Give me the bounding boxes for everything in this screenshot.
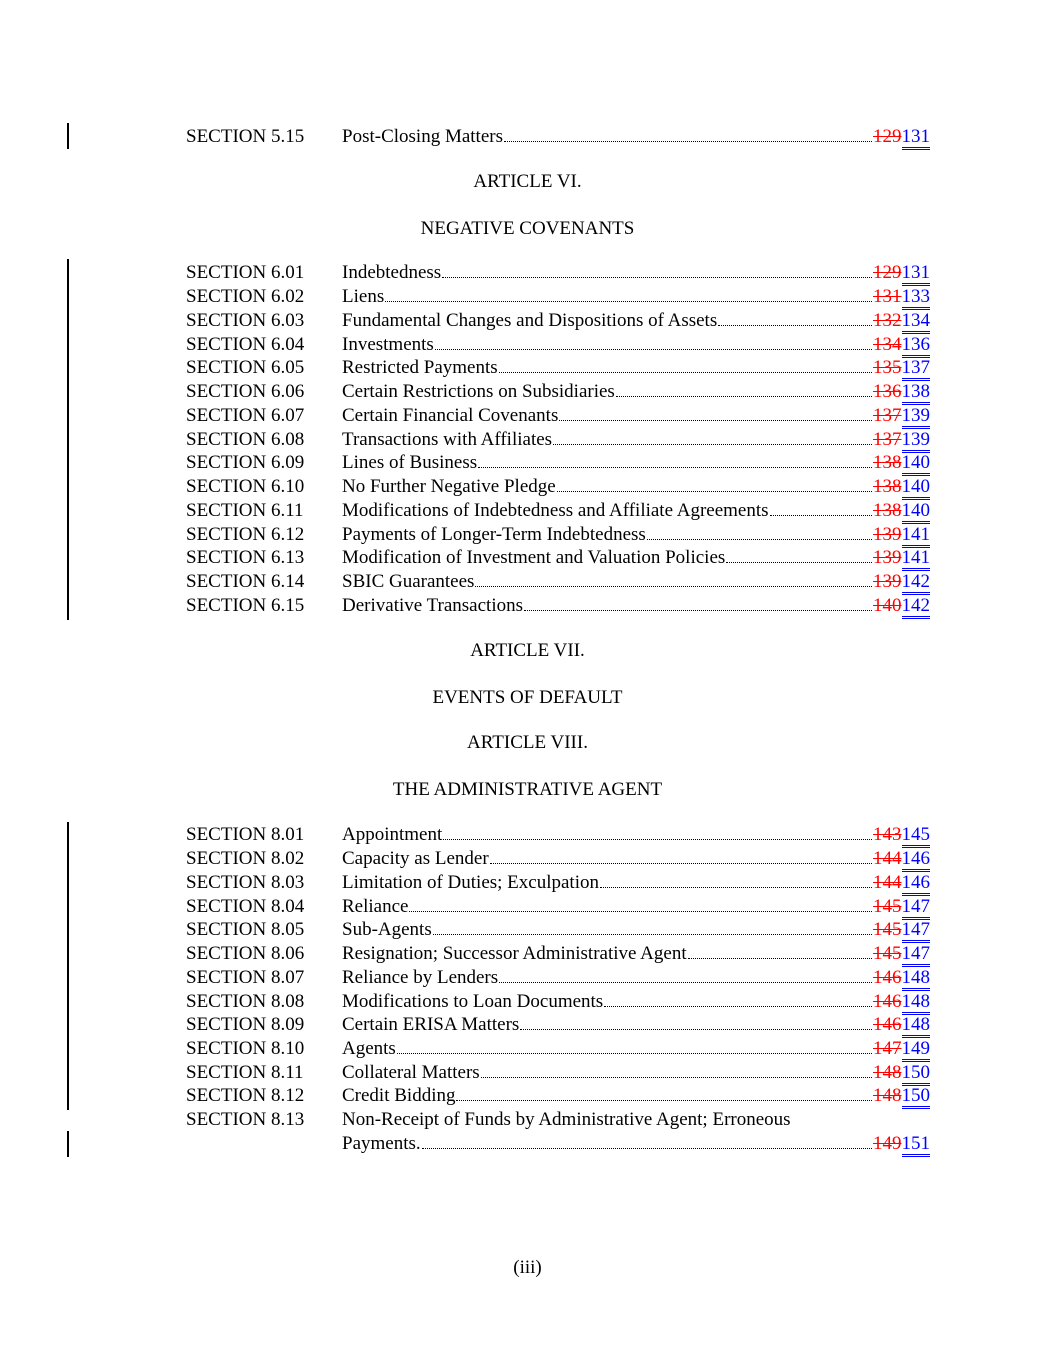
dot-leader: [433, 934, 872, 935]
section-number: SECTION 6.09: [186, 452, 305, 473]
change-bar: [67, 1131, 69, 1157]
page-link[interactable]: 140: [902, 501, 931, 524]
deleted-page-number: 138: [873, 500, 902, 521]
section-number: SECTION 6.01: [186, 262, 305, 283]
page-link[interactable]: 150: [902, 1086, 931, 1109]
deleted-page-number: 137: [873, 405, 902, 426]
section-number: SECTION 6.13: [186, 547, 305, 568]
dot-leader: [422, 1148, 872, 1149]
section-title: Modifications of Indebtedness and Affiliate Agreements: [342, 500, 769, 521]
section-title: No Further Negative Pledge: [342, 476, 556, 497]
deleted-page-number: 138: [873, 452, 902, 473]
dot-leader: [604, 1006, 872, 1007]
section-number: SECTION 8.07: [186, 967, 305, 988]
toc-entry: [186, 847, 930, 871]
section-number: SECTION 6.05: [186, 357, 305, 378]
section-title: Derivative Transactions: [342, 595, 524, 616]
page-link[interactable]: 151: [902, 1134, 931, 1157]
toc-entry: [186, 285, 930, 309]
toc-entry: [186, 356, 930, 380]
toc-entry: [186, 380, 930, 404]
dot-leader: [520, 1029, 872, 1030]
section-number: SECTION 8.02: [186, 848, 305, 869]
deleted-page-number: 144: [873, 848, 902, 869]
page-link[interactable]: 146: [902, 873, 931, 896]
toc-entry-8-13: [186, 1108, 930, 1132]
dot-leader: [443, 839, 872, 840]
page-link[interactable]: 131: [902, 263, 931, 286]
toc-entry: [186, 1037, 930, 1061]
deleted-page-number: 145: [873, 896, 902, 917]
section-title: Reliance: [342, 896, 409, 917]
section-title: Certain ERISA Matters: [342, 1014, 520, 1035]
section-number: SECTION 8.09: [186, 1014, 305, 1035]
deleted-page-number: 138: [873, 476, 902, 497]
section-number: SECTION 8.12: [186, 1085, 305, 1106]
section-title: Capacity as Lender: [342, 848, 489, 869]
section-number: SECTION 6.12: [186, 524, 305, 545]
deleted-page-number: 145: [873, 943, 902, 964]
dot-leader: [726, 562, 872, 563]
section-title: Indebtedness: [342, 262, 442, 283]
section-number: SECTION 6.08: [186, 429, 305, 450]
dot-leader: [478, 467, 872, 468]
section-title: Collateral Matters: [342, 1062, 480, 1083]
page-link[interactable]: 148: [902, 968, 931, 991]
section-number: SECTION 6.07: [186, 405, 305, 426]
section-number: SECTION 6.03: [186, 310, 305, 331]
toc-entry: [186, 1084, 930, 1108]
deleted-page-number: 132: [873, 310, 902, 331]
page-link[interactable]: 131: [902, 127, 931, 150]
page-link[interactable]: 146: [902, 849, 931, 872]
article-title: EVENTS OF DEFAULT: [432, 687, 623, 708]
section-title: Restricted Payments: [342, 357, 498, 378]
section-number: SECTION 6.14: [186, 571, 305, 592]
section-title: Modification of Investment and Valuation Policies: [342, 547, 726, 568]
toc-entry: [186, 895, 930, 919]
toc-entry: [186, 570, 930, 594]
section-number: SECTION 8.04: [186, 896, 305, 917]
toc-entry: [186, 942, 930, 966]
toc-entry: [186, 333, 930, 357]
change-bar: [67, 123, 69, 149]
change-bar: [67, 259, 69, 620]
article-title: NEGATIVE COVENANTS: [420, 218, 635, 239]
deleted-page-number: 139: [873, 524, 902, 545]
page-link[interactable]: 147: [902, 920, 931, 943]
page-link[interactable]: 134: [902, 311, 931, 334]
section-number: SECTION 8.05: [186, 919, 305, 940]
deleted-page-number: 131: [873, 286, 902, 307]
deleted-page-number: 139: [873, 547, 902, 568]
deleted-page-number: 129: [873, 262, 902, 283]
deleted-page-number: 144: [873, 872, 902, 893]
section-title: Post-Closing Matters: [342, 126, 503, 147]
page-link[interactable]: 148: [902, 1015, 931, 1038]
toc-entry: [186, 475, 930, 499]
section-number: SECTION 6.11: [186, 500, 304, 521]
toc-entry: [186, 404, 930, 428]
section-title: Limitation of Duties; Exculpation: [342, 872, 599, 893]
section-title: Sub-Agents: [342, 919, 432, 940]
page-link[interactable]: 150: [902, 1063, 931, 1086]
dot-leader: [475, 586, 872, 587]
toc-entry: [186, 261, 930, 285]
section-title-line-1: Non-Receipt of Funds by Administrative Agent; Erroneous: [342, 1109, 791, 1130]
deleted-page-number: 137: [873, 429, 902, 450]
section-title: Lines of Business: [342, 452, 478, 473]
article-heading: ARTICLE VIII.: [467, 732, 588, 753]
toc-entry: [186, 966, 930, 990]
deleted-page-number: 146: [873, 991, 902, 1012]
page-link[interactable]: 133: [902, 287, 931, 310]
section-title: Payments of Longer-Term Indebtedness: [342, 524, 646, 545]
deleted-page-number: 140: [873, 595, 902, 616]
deleted-page-number: 148: [873, 1085, 902, 1106]
dot-leader: [499, 372, 872, 373]
deleted-page-number: 149: [873, 1133, 902, 1154]
page-link[interactable]: 149: [902, 1039, 931, 1062]
section-title: Appointment: [342, 824, 443, 845]
dot-leader: [409, 911, 872, 912]
page-link[interactable]: 139: [902, 406, 931, 429]
toc-entry: [186, 1061, 930, 1085]
toc-entry-5-15: [186, 125, 930, 149]
section-number: SECTION 8.01: [186, 824, 305, 845]
section-title: Certain Financial Covenants: [342, 405, 559, 426]
page-link[interactable]: 137: [902, 358, 931, 381]
page-link[interactable]: 140: [902, 477, 931, 500]
dot-leader: [504, 141, 872, 142]
deleted-page-number: 136: [873, 381, 902, 402]
dot-leader: [770, 515, 872, 516]
dot-leader: [688, 958, 872, 959]
page-link[interactable]: 141: [902, 525, 931, 548]
section-title: Credit Bidding: [342, 1085, 456, 1106]
page-link[interactable]: 140: [902, 453, 931, 476]
toc-entry: [186, 594, 930, 618]
section-title: Liens: [342, 286, 385, 307]
dot-leader: [397, 1053, 872, 1054]
section-title: Modifications to Loan Documents: [342, 991, 604, 1012]
section-number: SECTION 6.02: [186, 286, 305, 307]
dot-leader: [616, 396, 872, 397]
deleted-page-number: 145: [873, 919, 902, 940]
section-title: Reliance by Lenders: [342, 967, 499, 988]
page-link[interactable]: 142: [902, 596, 931, 619]
deleted-page-number: 143: [873, 824, 902, 845]
dot-leader: [647, 539, 872, 540]
toc-entry: [186, 918, 930, 942]
page-number: (iii): [513, 1257, 542, 1278]
page-link[interactable]: 136: [902, 335, 931, 358]
section-title: Resignation; Successor Administrative Agent: [342, 943, 687, 964]
toc-entry: [186, 309, 930, 333]
dot-leader: [435, 349, 872, 350]
deleted-page-number: 148: [873, 1062, 902, 1083]
dot-leader: [481, 1077, 872, 1078]
dot-leader: [524, 610, 872, 611]
section-number: SECTION 6.15: [186, 595, 305, 616]
toc-entry-8-13-continuation: [342, 1132, 930, 1156]
page-link[interactable]: 145: [902, 825, 931, 848]
article-heading: ARTICLE VII.: [470, 640, 585, 661]
toc-entry: [186, 871, 930, 895]
toc-entry: [186, 428, 930, 452]
toc-entry: [186, 523, 930, 547]
section-title: Investments: [342, 334, 434, 355]
deleted-page-number: 146: [873, 967, 902, 988]
section-number: SECTION 8.13: [186, 1109, 305, 1130]
section-number: SECTION 6.04: [186, 334, 305, 355]
dot-leader: [553, 444, 872, 445]
toc-entry: [186, 1013, 930, 1037]
change-bar: [67, 822, 69, 1110]
section-number: SECTION 8.08: [186, 991, 305, 1012]
section-title: Fundamental Changes and Dispositions of Assets: [342, 310, 718, 331]
section-number: SECTION 8.03: [186, 872, 305, 893]
deleted-page-number: 147: [873, 1038, 902, 1059]
toc-entry: [186, 546, 930, 570]
dot-leader: [456, 1100, 872, 1101]
deleted-page-number: 146: [873, 1014, 902, 1035]
page-link[interactable]: 142: [902, 572, 931, 595]
section-number: SECTION 5.15: [186, 126, 305, 147]
dot-leader: [442, 277, 872, 278]
section-title: Transactions with Affiliates: [342, 429, 553, 450]
article-heading: ARTICLE VI.: [473, 171, 582, 192]
section-number: SECTION 6.10: [186, 476, 305, 497]
section-title: Agents: [342, 1038, 396, 1059]
section-title: SBIC Guarantees: [342, 571, 475, 592]
dot-leader: [600, 887, 872, 888]
deleted-page-number: 129: [873, 126, 902, 147]
toc-entry: [186, 823, 930, 847]
section-title-line-2: Payments.: [342, 1133, 421, 1154]
section-number: SECTION 8.10: [186, 1038, 305, 1059]
section-number: SECTION 8.11: [186, 1062, 304, 1083]
page-link[interactable]: 147: [902, 897, 931, 920]
section-title: Certain Restrictions on Subsidiaries: [342, 381, 615, 402]
toc-entry: [186, 499, 930, 523]
dot-leader: [490, 863, 872, 864]
section-number: SECTION 6.06: [186, 381, 305, 402]
deleted-page-number: 134: [873, 334, 902, 355]
page-link[interactable]: 147: [902, 944, 931, 967]
toc-entry: [186, 451, 930, 475]
page-link[interactable]: 138: [902, 382, 931, 405]
page-link[interactable]: 148: [902, 992, 931, 1015]
toc-entry: [186, 990, 930, 1014]
dot-leader: [718, 325, 872, 326]
dot-leader: [385, 301, 872, 302]
dot-leader: [557, 491, 872, 492]
dot-leader: [499, 982, 872, 983]
section-number: SECTION 8.06: [186, 943, 305, 964]
deleted-page-number: 139: [873, 571, 902, 592]
page-link[interactable]: 139: [902, 430, 931, 453]
dot-leader: [559, 420, 872, 421]
article-title: THE ADMINISTRATIVE AGENT: [392, 779, 663, 800]
page-link[interactable]: 141: [902, 548, 931, 571]
deleted-page-number: 135: [873, 357, 902, 378]
